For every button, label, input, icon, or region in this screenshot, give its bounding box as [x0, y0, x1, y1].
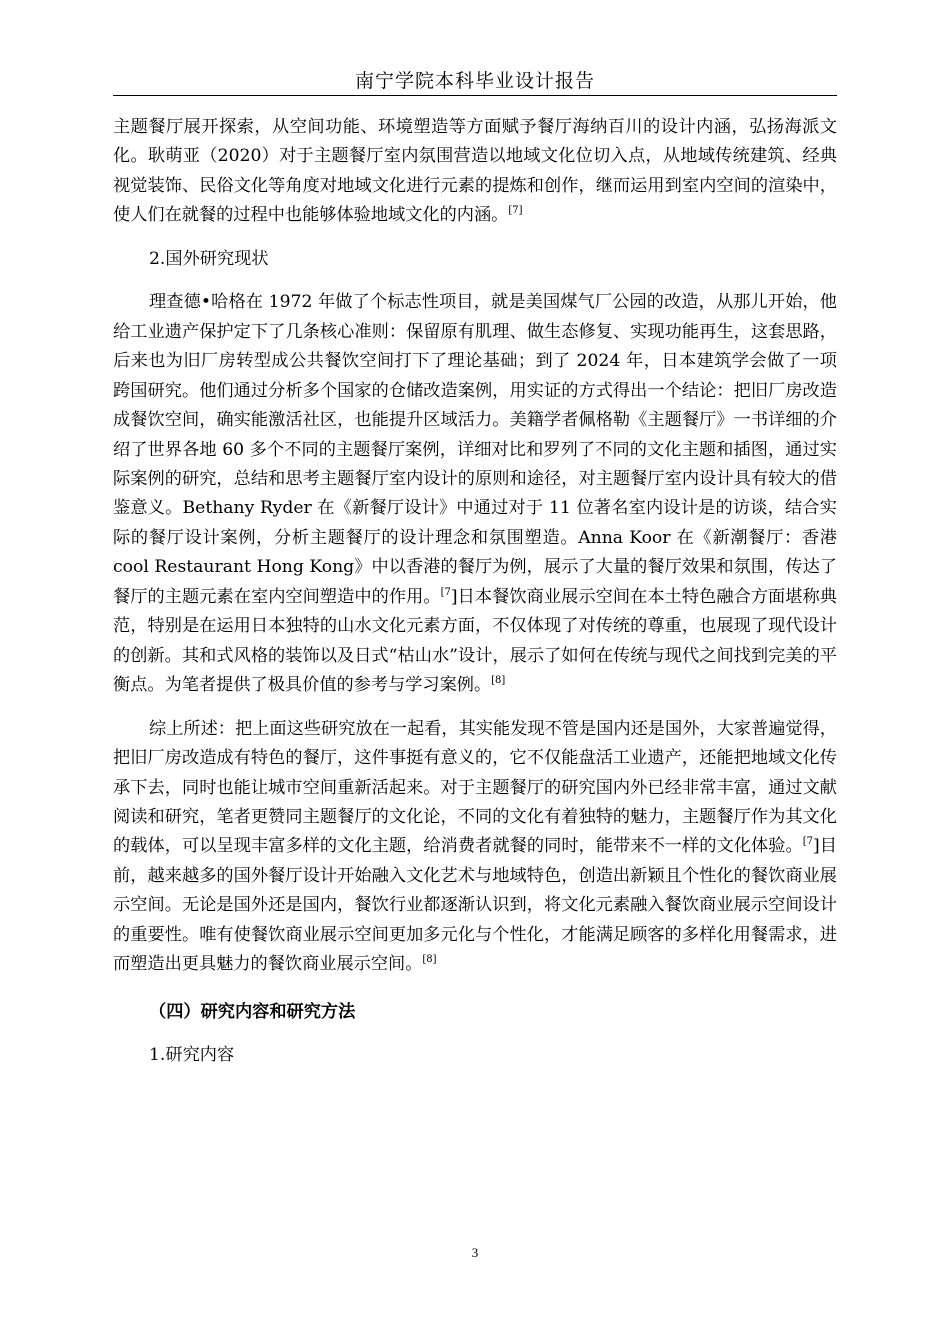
- paragraph-text: 理查德•哈格在 1972 年做了个标志性项目，就是美国煤气厂公园的改造，从那儿开始，他给工业遗产保护定下了几条核心准则：保留原有肌理、做生态修复、实现功能再生，这套思路，后来也为旧厂房转型成公共餐饮空间打下了理论基础；到了 2024 年，日本建筑学会做了一项跨国研究。他们通过分析多个国家的仓储改造案例，用实证的方式得出一个结论：把旧厂房改造成餐饮空间，确实能激活社区，也能提升区域活力。美籍学者佩格勒《主题餐厅》一书详细的介绍了世界各地 60 多个不同的主题餐厅案例，详细对比和罗列了不同的文化主题和插图，通过实际案例的研究，总结和思考主题餐厅室内设计的原则和途径，对主题餐厅室内设计具有较大的借鉴意义。Bethany Ryder 在《新餐厅设计》中通过对于 11 位著名室内设计是的访谈，结合实际的餐厅设计案例，分析主题餐厅的设计理念和氛围塑造。Anna Koor 在《新潮餐厅：香港 cool Restaurant Hong Kong》中以香港的餐厅为例，展示了大量的餐厅效果和氛围，传达了餐厅的主题元素在室内空间塑造中的作用。: [113, 292, 837, 607]
- citation-ref: [8]: [422, 954, 437, 966]
- section-heading-research-content-methods: （四）研究内容和研究方法: [149, 1001, 356, 1022]
- paragraph-foreign-research: [113, 288, 837, 700]
- citation-ref: [7: [802, 836, 814, 848]
- paragraph-text: ]目前，越来越多的国外餐厅设计开始融入文化艺术与地域特色，创造出新颖且个性化的餐饮商业展示空间。无论是国外还是国内，餐饮行业都逐渐认识到，将文化元素融入餐饮商业展示空间设计的重要性。唯有使餐饮商业展示空间更加多元化与个性化，才能满足顾客的多样化用餐需求，进而塑造出更具魅力的餐饮商业展示空间。: [113, 836, 837, 975]
- paragraph-text: 综上所述：把上面这些研究放在一起看，其实能发现不管是国内还是国外，大家普遍觉得，把旧厂房改造成有特色的餐厅，这件事挺有意义的，它不仅能盘活工业遗产，还能把地域文化传承下去，同时也能让城市空间重新活起来。对于主题餐厅的研究国内外已经非常丰富，通过文献阅读和研究，笔者更赞同主题餐厅的文化论，不同的文化有着独特的魅力，主题餐厅作为其文化的载体，可以呈现丰富多样的文化主题，给消费者就餐的同时，能带来不一样的文化体验。: [113, 718, 837, 857]
- paragraph-domestic-research-continued: [113, 113, 837, 231]
- header-divider: [113, 95, 837, 96]
- subsection-heading-research-content: 1.研究内容: [149, 1045, 235, 1066]
- page-number: 3: [471, 1245, 479, 1260]
- paragraph-summary: [113, 715, 837, 980]
- section-heading-foreign-research: 2.国外研究现状: [149, 248, 269, 269]
- citation-ref: [8]: [491, 675, 506, 687]
- citation-ref: [7: [440, 586, 451, 598]
- document-body: [113, 113, 837, 1071]
- citation-ref: [7]: [508, 205, 523, 217]
- paragraph-text: 主题餐厅展开探索，从空间功能、环境塑造等方面赋予餐厅海纳百川的设计内涵，弘扬海派文化。耿萌亚（2020）对于主题餐厅室内氛围营造以地域文化位切入点，从地域传统建筑、经典视觉装饰、民俗文化等角度对地域文化进行元素的提炼和创作，继而运用到室内空间的渲染中，使人们在就餐的过程中也能够体验地域文化的内涵。: [113, 117, 837, 226]
- page-header-title: 南宁学院本科毕业设计报告: [354, 70, 595, 92]
- paragraph-text: ]日本餐饮商业展示空间在本土特色融合方面堪称典范，特别是在运用日本独特的山水文化元素方面，不仅体现了对传统的尊重，也展现了现代设计的创新。其和式风格的装饰以及日式“枯山水”设计，展示了如何在传统与现代之间找到完美的平衡点。为笔者提供了极具价值的参考与学习案例。: [113, 586, 837, 696]
